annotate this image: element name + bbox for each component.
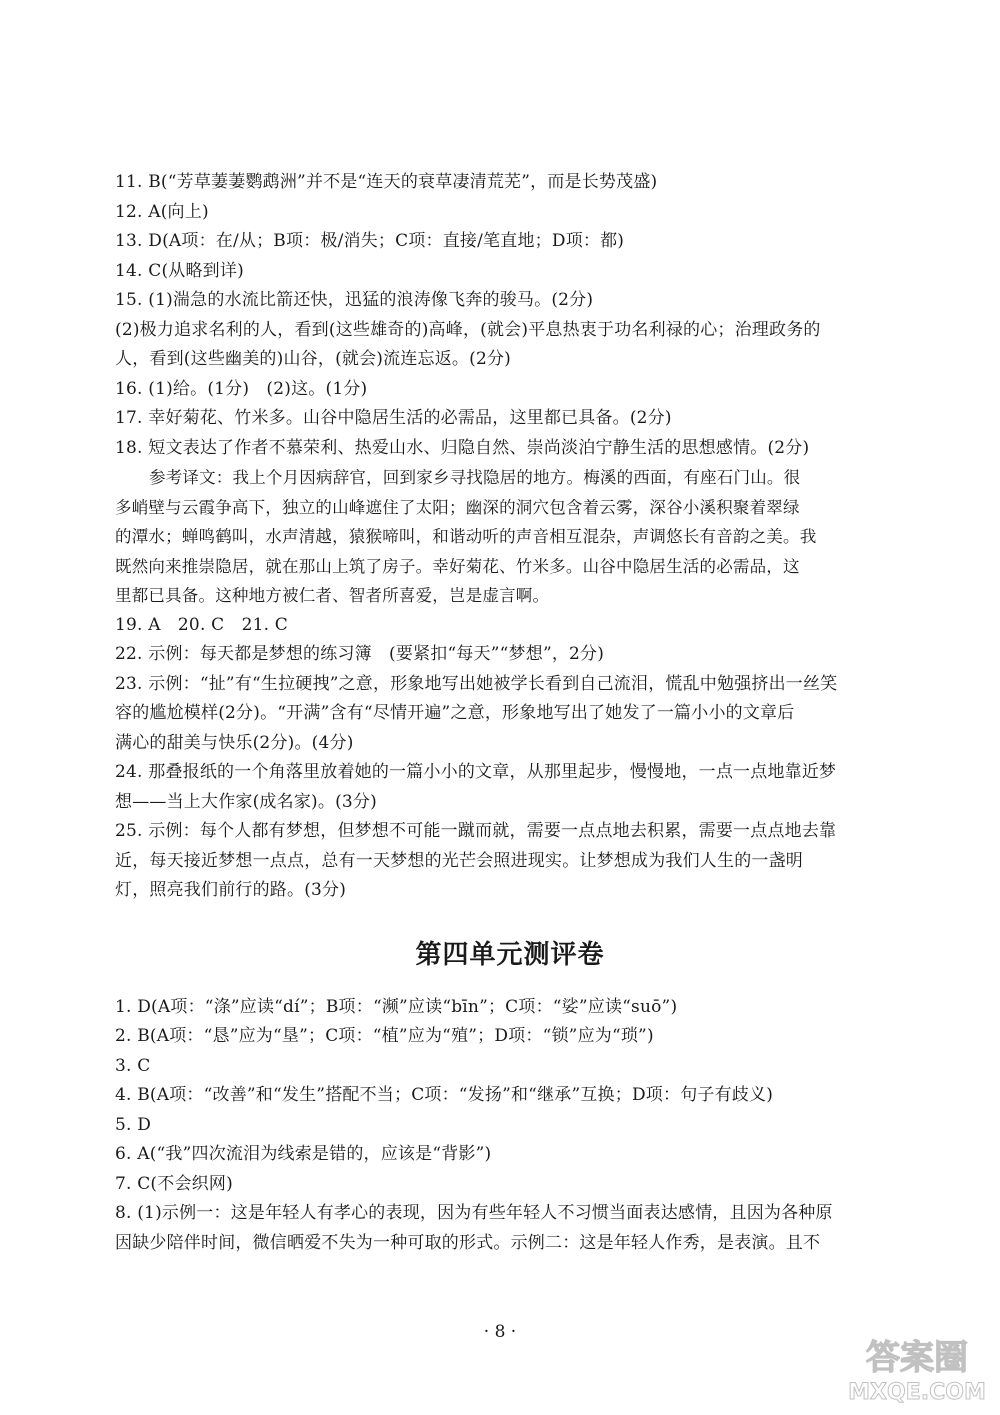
translation-line: 里都已具备。这种地方被仁者、智者所喜爱，岂是虚言啊。 [115, 586, 550, 605]
answer-line: 4. B(A项：“改善”和“发生”搭配不当；C项：“发扬”和“继承”互换；D项：句子有歧义) [115, 1085, 774, 1105]
answer-line: 24. 那叠报纸的一个角落里放着她的一篇小小的文章，从那里起步，慢慢地，一点一点地靠近梦 [115, 762, 837, 782]
section-title: 第四单元测评卷 [415, 939, 605, 970]
answer-line: 18. 短文表达了作者不慕荣利、热爱山水、归隐自然、崇尚淡泊宁静生活的思想感情。(2分) [115, 437, 810, 458]
page-number: · 8 · [483, 1322, 517, 1342]
answer-line: 近，每天接近梦想一点点，总有一天梦想的光芒会照进现实。让梦想成为我们人生的一盏明 [115, 850, 803, 871]
answers-part-2 [115, 611, 905, 906]
answer-line: 人，看到(这些幽美的)山谷，(就会)流连忘返。(2分) [115, 349, 512, 369]
answer-page [115, 168, 905, 1258]
svg-text:答案圈: 答案圈 [866, 1338, 968, 1378]
answer-line: 15. (1)湍急的水流比箭还快，迅猛的浪涛像飞奔的骏马。(2分) [115, 290, 594, 310]
answer-line: 25. 示例：每个人都有梦想，但梦想不可能一蹴而就，需要一点点地去积累，需要一点点地去靠 [115, 821, 837, 841]
translation-line: 的潭水；蝉鸣鹤叫，水声清越，猿猴啼叫，和谐动听的声音相互混杂，声调悠长有音韵之美。我 [115, 527, 817, 546]
translation-line: 多峭壁与云霞争高下，独立的山峰遮住了太阳；幽深的洞穴包含着云雾，深谷小溪积聚着翠绿 [115, 497, 800, 517]
answer-line: 5. D [115, 1114, 152, 1135]
answer-line: 3. C [115, 1055, 151, 1076]
answer-line: 19. A 20. C 21. C [115, 614, 289, 635]
answer-line: 7. C(不会织网) [115, 1173, 233, 1194]
answer-line: (2)极力追求名利的人，看到(这些雄奇的)高峰，(就会)平息热衷于功名利禄的心；治理政务的 [115, 319, 821, 340]
answer-line: 14. C(从略到详) [115, 260, 244, 281]
answer-line: 8. (1)示例一：这是年轻人有孝心的表现，因为有些年轻人不习惯当面表达感情，且因为各种原 [115, 1203, 833, 1223]
answer-line: 6. A(“我”四次流泪为线索是错的，应该是“背影”) [115, 1144, 492, 1164]
answer-line: 1. D(A项：“涤”应读“dí”；B项：“濒”应读“bīn”；C项：“娑”应读“suō”) [115, 996, 678, 1017]
watermark-logo [842, 1329, 992, 1407]
answer-line: 容的尴尬模样(2分)。“开满”含有“尽情开遍”之意，形象地写出了她发了一篇小小的文章后 [115, 703, 795, 723]
answer-line: 满心的甜美与快乐(2分)。(4分) [115, 732, 354, 753]
answer-line: 17. 幸好菊花、竹米多。山谷中隐居生活的必需品，这里都已具备。(2分) [115, 408, 672, 428]
translation-line: 参考译文：我上个月因病辞官，回到家乡寻找隐居的地方。梅溪的西面，有座石门山。很 [149, 468, 801, 487]
answer-line: 11. B(“芳草萋萋鹦鹉洲”并不是“连天的衰草凄清荒芜”，而是长势茂盛) [115, 172, 658, 192]
answers-part-1 [115, 168, 905, 463]
reference-translation [115, 463, 905, 611]
answer-line: 灯，照亮我们前行的路。(3分) [115, 880, 347, 900]
answer-line: 12. A(向上) [115, 201, 209, 222]
answer-line: 想——当上大作家(成名家)。(3分) [115, 791, 377, 812]
answer-line: 2. B(A项：“恳”应为“垦”；C项：“植”应为“殖”；D项：“锁”应为“琐”) [115, 1026, 654, 1046]
answer-line: 22. 示例：每天都是梦想的练习簿 (要紧扣“每天”“梦想”，2分) [115, 644, 605, 664]
translation-line: 既然向来推崇隐居，就在那山上筑了房子。幸好菊花、竹米多。山谷中隐居生活的必需品，这 [115, 556, 800, 576]
svg-text:MXQE.COM: MXQE.COM [848, 1380, 986, 1405]
answer-line: 23. 示例：“扯”有“生拉硬拽”之意，形象地写出她被学长看到自己流泪，慌乱中勉强挤出一丝笑 [115, 673, 838, 694]
answer-line: 16. (1)给。(1分) (2)这。(1分) [115, 378, 368, 399]
answer-line: 13. D(A项：在/从；B项：极/消失；C项：直接/笔直地；D项：都) [115, 231, 625, 251]
answer-line: 因缺少陪伴时间，微信晒爱不失为一种可取的形式。示例二：这是年轻人作秀，是表演。且不 [115, 1232, 821, 1253]
answers-part-3 [115, 993, 905, 1259]
